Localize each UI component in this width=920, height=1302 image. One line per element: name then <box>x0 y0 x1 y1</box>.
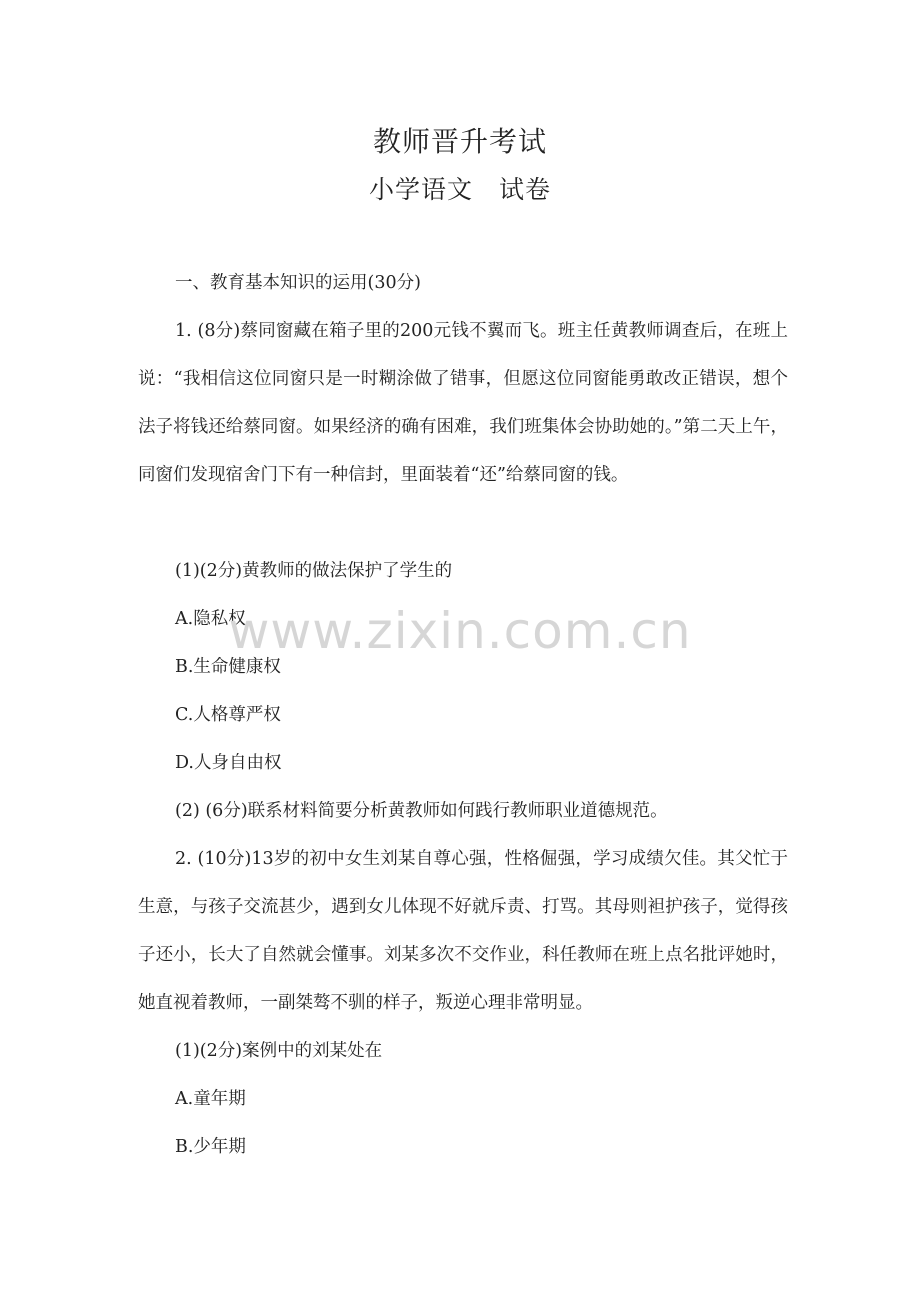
subject-label: 小学语文 <box>368 175 473 204</box>
question-1-sub-1: (1)(2分)黄教师的做法保护了学生的 <box>175 561 453 581</box>
document-subtitle <box>0 170 920 206</box>
question-1-option-c: C.人格尊严权 <box>175 705 281 725</box>
question-1-option-a: A.隐私权 <box>175 609 246 629</box>
section-heading: 一、教育基本知识的运用(30分) <box>175 273 421 293</box>
document-title: 教师晋升考试 <box>372 125 547 158</box>
question-1-option-b: B.生命健康权 <box>175 657 281 677</box>
question-1-option-d: D.人身自由权 <box>175 753 282 773</box>
paper-label: 试卷 <box>499 175 552 204</box>
question-2-sub-1: (1)(2分)案例中的刘某处在 <box>175 1041 383 1061</box>
question-2-text: 2. (10分)13岁的初中女生刘某自尊心强，性格倔强，学习成绩欠佳。其父忙于生意，与孩子交流甚少，遇到女儿体现不好就斥责、打骂。其母则袒护孩子，觉得孩子还小，长大了自然就会懂事。刘某多次不交作业，科任教师在班上点名批评她时，她直视着教师，一副桀骜不驯的样子，叛逆心理非常明显。 <box>138 849 788 1013</box>
question-2-option-a: A.童年期 <box>175 1089 246 1109</box>
watermark: www.zixin.com.cn <box>228 602 692 660</box>
question-1-text: 1. (8分)蔡同窗藏在箱子里的200元钱不翼而飞。班主任黄教师调查后，在班上说：“我相信这位同窗只是一时糊涂做了错事，但愿这位同窗能勇敢改正错误，想个法子将钱还给蔡同窗。如果经济的确有困难，我们班集体会协助她的。”第二天上午，同窗们发现宿舍门下有一种信封，里面装着“还”给蔡同窗的钱。 <box>138 321 788 485</box>
question-1-sub-2: (2) (6分)联系材料简要分析黄教师如何践行教师职业道德规范。 <box>175 801 668 821</box>
question-2-option-b: B.少年期 <box>175 1137 246 1157</box>
